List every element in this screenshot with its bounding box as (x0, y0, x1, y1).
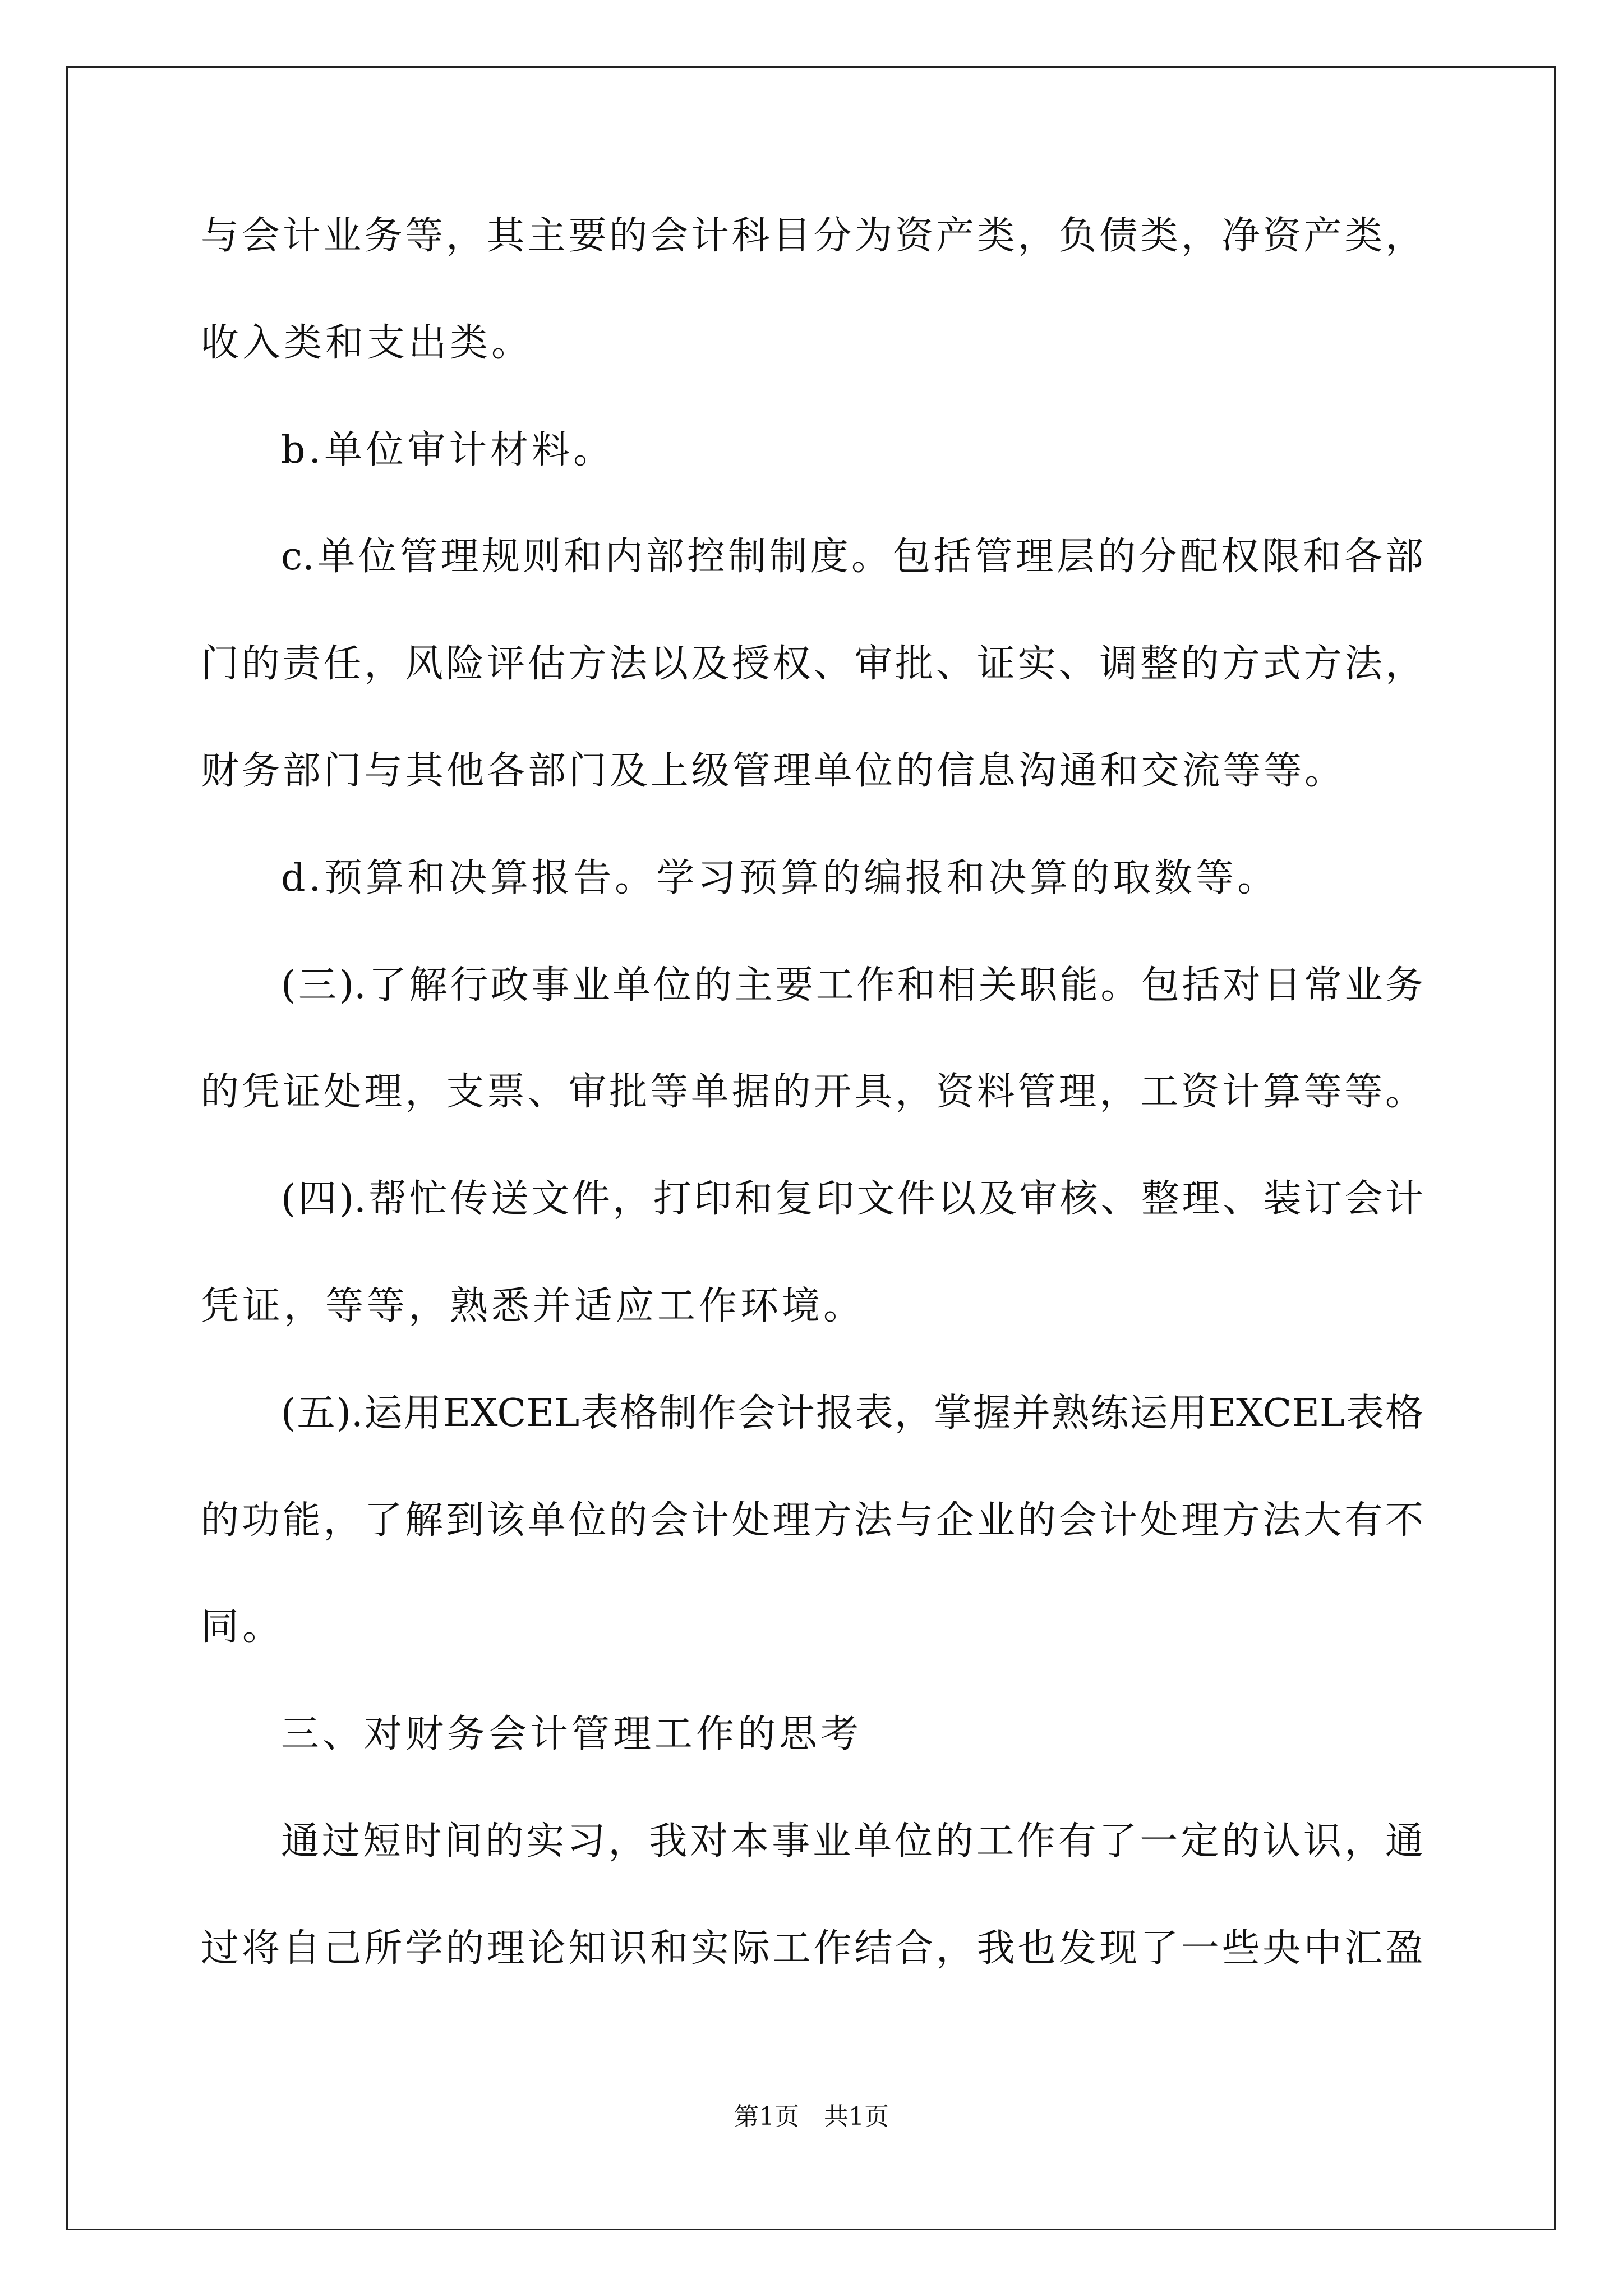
text-line: 财务部门与其他各部门及上级管理单位的信息沟通和交流等等。 (201, 749, 1343, 793)
text-line: 收入类和支出类。 (201, 321, 533, 365)
text-line: 门的责任，风险评估方法以及授权、审批、证实、调整的方式方法， (201, 642, 1423, 686)
text-line: 过将自己所学的理论知识和实际工作结合，我也发现了一些央中汇盈 (201, 1926, 1423, 1971)
text-line: 的功能，了解到该单位的会计处理方法与企业的会计处理方法大有不 (201, 1498, 1423, 1543)
section-heading: 三、对财务会计管理工作的思考 (281, 1712, 863, 1756)
page-border (66, 66, 1556, 2230)
text-line: 凭证，等等，熟悉并适应工作环境。 (201, 1284, 865, 1328)
text-line: 同。 (201, 1605, 284, 1649)
text-line: c.单位管理规则和内部控制制度。包括管理层的分配权限和各部 (281, 535, 1423, 579)
text-line: (三).了解行政事业单位的主要工作和相关职能。包括对日常业务 (281, 963, 1423, 1007)
page-footer: 第1页 共1页 (734, 2102, 889, 2131)
text-line: d.预算和决算报告。学习预算的编报和决算的取数等。 (281, 856, 1279, 900)
text-line: 的凭证处理，支票、审批等单据的开具，资料管理，工资计算等等。 (201, 1070, 1423, 1114)
text-line: 与会计业务等，其主要的会计科目分为资产类，负债类，净资产类， (201, 214, 1423, 258)
text-line: 通过短时间的实习，我对本事业单位的工作有了一定的认识，通 (281, 1819, 1423, 1864)
text-line: (五).运用EXCEL表格制作会计报表，掌握并熟练运用EXCEL表格 (281, 1391, 1423, 1435)
text-line: b.单位审计材料。 (281, 428, 615, 472)
text-line: (四).帮忙传送文件，打印和复印文件以及审核、整理、装订会计 (281, 1177, 1423, 1221)
